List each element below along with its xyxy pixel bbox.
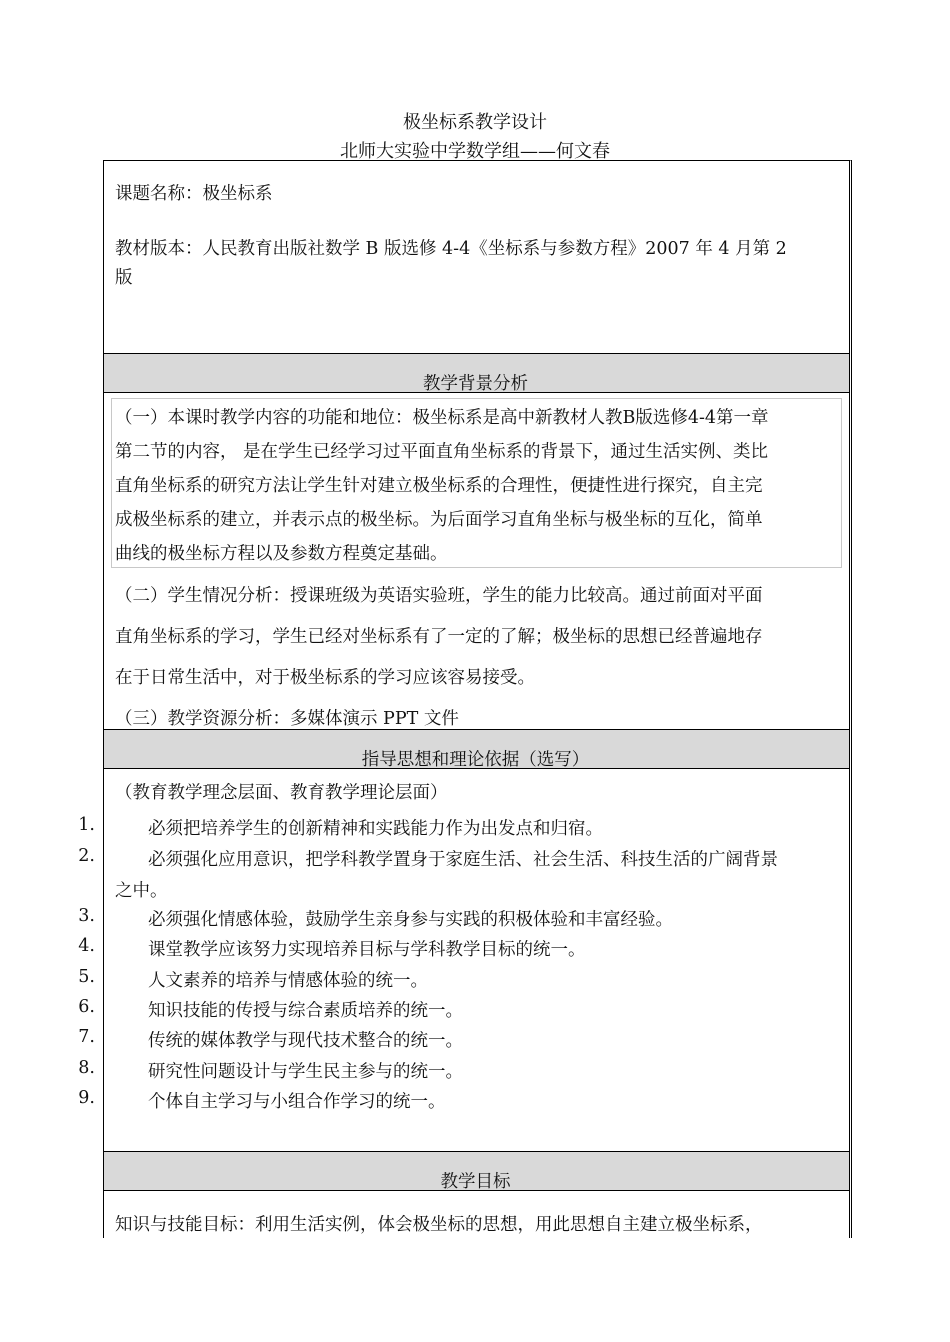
textbook-line-2: 版: [115, 268, 133, 288]
background-part3-line: （三）教学资源分析：多媒体演示 PPT 文件: [115, 709, 459, 729]
list-item: 知识技能的传授与综合素质培养的统一。: [148, 1001, 463, 1021]
list-number: 3.: [78, 906, 95, 926]
list-number: 9.: [78, 1088, 95, 1108]
list-item: 个体自主学习与小组合作学习的统一。: [148, 1092, 446, 1112]
course-name: 课题名称：极坐标系: [115, 184, 273, 204]
guidance-intro: （教育教学理念层面、教育教学理论层面）: [115, 783, 448, 803]
list-number: 1.: [78, 815, 95, 835]
list-number: 5.: [78, 967, 95, 987]
list-number: 2.: [78, 846, 95, 866]
background-part2-line: （二）学生情况分析：授课班级为英语实验班，学生的能力比较高。通过前面对平面: [115, 586, 763, 606]
list-item: 人文素养的培养与情感体验的统一。: [148, 971, 428, 991]
list-number: 7.: [78, 1027, 95, 1047]
list-item-continuation: 之中。: [115, 881, 168, 901]
list-item: 研究性问题设计与学生民主参与的统一。: [148, 1062, 463, 1082]
objectives-line: 知识与技能目标：利用生活实例，体会极坐标的思想，用此思想自主建立极坐标系，: [115, 1215, 763, 1235]
background-heading: 教学背景分析: [423, 374, 528, 394]
background-part1-line: 第二节的内容， 是在学生已经学习过平面直角坐标系的背景下，通过生活实例、类比: [115, 442, 769, 462]
objectives-heading: 教学目标: [440, 1172, 511, 1192]
background-part1-line: 直角坐标系的研究方法让学生针对建立极坐标系的合理性，便捷性进行探究，自主完: [115, 476, 763, 496]
list-item: 必须强化应用意识，把学科教学置身于家庭生活、社会生活、科技生活的广阔背景: [148, 850, 778, 870]
list-item: 必须强化情感体验，鼓励学生亲身参与实践的积极体验和丰富经验。: [148, 910, 673, 930]
background-part1-line: 曲线的极坐标方程以及参数方程奠定基础。: [115, 544, 448, 564]
list-number: 4.: [78, 936, 95, 956]
list-item: 必须把培养学生的创新精神和实践能力作为出发点和归宿。: [148, 819, 603, 839]
list-number: 8.: [78, 1058, 95, 1078]
textbook-line-1: 教材版本：人民教育出版社数学 B 版选修 4-4《坐标系与参数方程》2007 年 4 月第 2: [115, 239, 787, 259]
document-title: 极坐标系教学设计: [403, 112, 547, 133]
document-subtitle: 北师大实验中学数学组——何文春: [340, 141, 610, 162]
list-number: 6.: [78, 997, 95, 1017]
list-item: 传统的媒体教学与现代技术整合的统一。: [148, 1031, 463, 1051]
guidance-heading: 指导思想和理论依据（选写）: [361, 750, 590, 770]
list-item: 课堂教学应该努力实现培养目标与学科教学目标的统一。: [148, 940, 586, 960]
background-part2-line: 直角坐标系的学习，学生已经对坐标系有了一定的了解；极坐标的思想已经普遍地存: [115, 627, 763, 647]
background-part2-line: 在于日常生活中，对于极坐标系的学习应该容易接受。: [115, 668, 535, 688]
background-part1-line: （一）本课时教学内容的功能和地位：极坐标系是高中新教材人教B版选修4-4第一章: [115, 408, 769, 428]
background-part1-line: 成极坐标系的建立，并表示点的极坐标。为后面学习直角坐标与极坐标的互化，简单: [115, 510, 763, 530]
